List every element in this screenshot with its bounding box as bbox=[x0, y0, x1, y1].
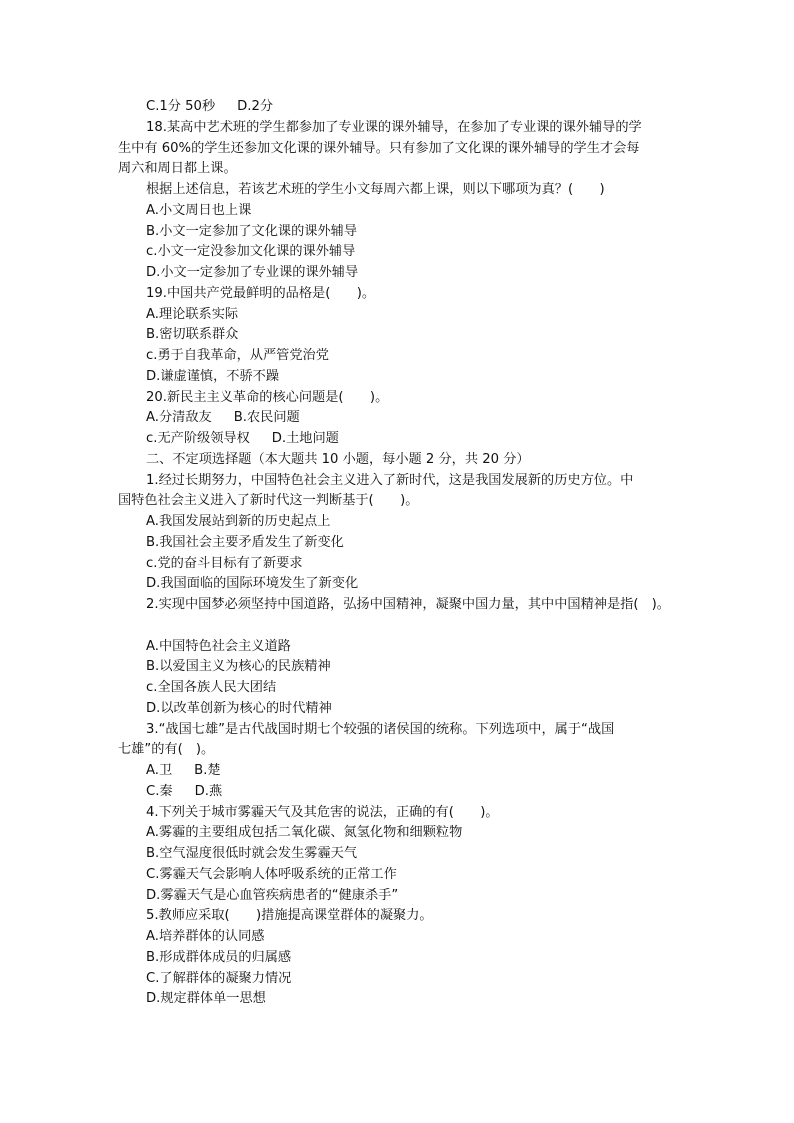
question-stem-line: 18.某高中艺术班的学生都参加了专业课的课外辅导，在参加了专业课的课外辅导的学 bbox=[146, 119, 642, 135]
option-d: D.小文一定参加了专业课的课外辅导 bbox=[146, 265, 359, 280]
option-a: A.卫 bbox=[146, 763, 173, 778]
options-row bbox=[118, 782, 678, 803]
option-b: B.形成群体成员的归属感 bbox=[146, 949, 292, 965]
question-stem: 5.教师应采取( )措施提高课堂群体的凝聚力。 bbox=[146, 908, 433, 924]
option-d: D.谦虚谨慎，不骄不躁 bbox=[146, 368, 280, 384]
option-d: D.我国面临的国际环境发生了新变化 bbox=[146, 576, 359, 592]
option-b: B.小文一定参加了文化课的课外辅导 bbox=[146, 223, 358, 239]
option-c: c.勇于自我革命，从严管党治党 bbox=[146, 348, 329, 363]
section2-question-4 bbox=[118, 803, 678, 907]
option-b: B.农民问题 bbox=[233, 410, 300, 426]
option-a: A.小文周日也上课 bbox=[146, 202, 252, 218]
option-d: D.雾霾天气是心血管疾病患者的“健康杀手” bbox=[146, 887, 399, 903]
option-b: B.我国社会主要矛盾发生了新变化 bbox=[146, 534, 344, 550]
question-20 bbox=[118, 388, 678, 450]
section2-question-3 bbox=[118, 720, 678, 803]
option-c: C.雾霾天气会影响人体呼吸系统的正常工作 bbox=[146, 866, 397, 882]
option-c: C.1分 50秒 bbox=[146, 99, 216, 114]
option-a: A.中国特色社会主义道路 bbox=[146, 638, 291, 654]
options-row bbox=[118, 429, 678, 450]
question-stem: 20.新民主主义革命的核心问题是( )。 bbox=[146, 389, 389, 405]
options-row bbox=[118, 408, 678, 429]
option-d: D.以改革创新为核心的时代精神 bbox=[146, 700, 332, 716]
question-stem: 2.实现中国梦必须坚持中国道路，弘扬中国精神，凝聚中国力量，其中中国精神是指( )。 bbox=[146, 597, 670, 612]
option-c: c.党的奋斗目标有了新要求 bbox=[146, 555, 303, 571]
exam-page bbox=[118, 97, 678, 1010]
options-row bbox=[118, 761, 678, 782]
question-stem-line: 国特色社会主义进入了新时代这一判断基于( )。 bbox=[118, 493, 419, 509]
option-b: B.楚 bbox=[194, 763, 221, 778]
question-19 bbox=[118, 284, 678, 388]
option-b: B.空气湿度很低时就会发生雾霾天气 bbox=[146, 846, 358, 861]
question-stem-line: 七雄”的有( )。 bbox=[118, 742, 215, 758]
option-a: A.我国发展站到新的历史起点上 bbox=[146, 514, 331, 529]
question-stem-line: 生中有 60%的学生还参加文化课的课外辅导。只有参加了文化课的课外辅导的学生才会每 bbox=[118, 140, 640, 156]
option-d: D.燕 bbox=[194, 783, 223, 799]
previous-question-options bbox=[118, 97, 678, 118]
option-c: c.全国各族人民大团结 bbox=[146, 680, 277, 695]
option-c: C.秦 bbox=[146, 783, 173, 799]
section-heading: 二、不定项选择题（本大题共 10 小题，每小题 2 分，共 20 分） bbox=[146, 451, 530, 467]
option-b: B.以爱国主义为核心的民族精神 bbox=[146, 659, 331, 675]
question-stem-line: 3.“战国七雄”是古代战国时期七个较强的诸侯国的统称。下列选项中，属于“战国 bbox=[146, 721, 615, 737]
option-c: C.了解群体的凝聚力情况 bbox=[146, 970, 292, 986]
question-prompt: 根据上述信息，若该艺术班的学生小文每周六都上课，则以下哪项为真？( ) bbox=[146, 182, 605, 197]
section2-question-2 bbox=[118, 595, 678, 720]
question-stem: 19.中国共产党最鲜明的品格是( )。 bbox=[146, 285, 376, 301]
option-a: A.培养群体的认同感 bbox=[146, 929, 265, 944]
option-a: A.理论联系实际 bbox=[146, 306, 239, 322]
question-18 bbox=[118, 118, 678, 284]
question-stem: 4.下列关于城市雾霾天气及其危害的说法，正确的有( )。 bbox=[146, 804, 499, 820]
option-d: D.规定群体单一思想 bbox=[146, 991, 266, 1007]
option-c: c.无产阶级领导权 bbox=[146, 431, 250, 446]
question-stem-line: 周六和周日都上课。 bbox=[118, 161, 237, 177]
option-c: c.小文一定没参加文化课的课外辅导 bbox=[146, 244, 356, 260]
option-a: A.分清敌友 bbox=[146, 410, 212, 426]
section2-question-5 bbox=[118, 906, 678, 1010]
option-d: D.土地问题 bbox=[271, 431, 339, 446]
blank-line bbox=[118, 616, 678, 637]
question-stem-line: 1.经过长期努力，中国特色社会主义进入了新时代，这是我国发展新的历史方位。中 bbox=[146, 472, 634, 488]
option-b: B.密切联系群众 bbox=[146, 327, 239, 343]
section2-question-1 bbox=[118, 471, 678, 596]
option-d: D.2分 bbox=[237, 99, 274, 114]
option-a: A.雾霾的主要组成包括二氧化碳、氮氢化物和细颗粒物 bbox=[146, 825, 463, 841]
